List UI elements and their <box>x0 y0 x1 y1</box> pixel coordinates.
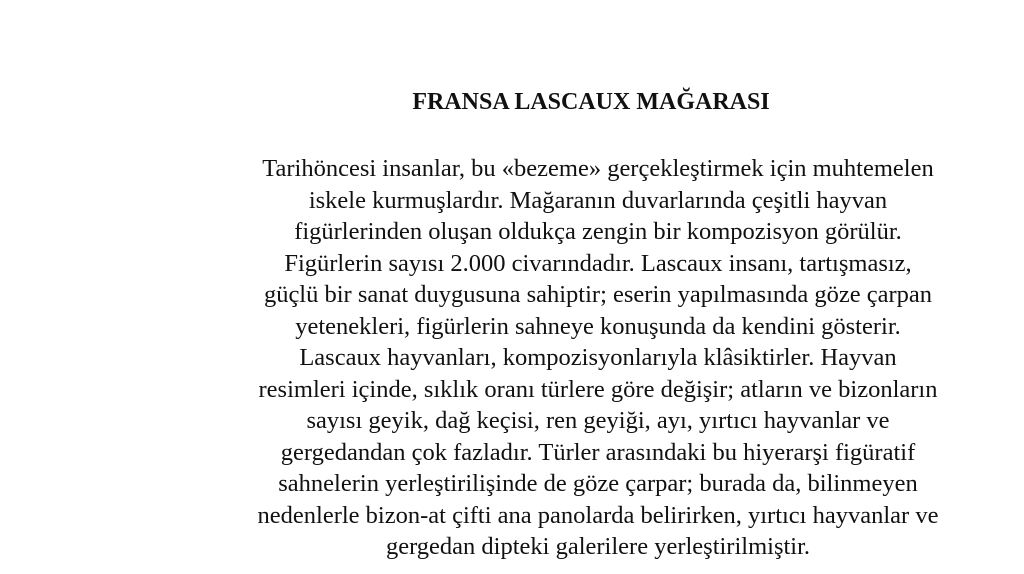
body-line: sayısı geyik, dağ keçisi, ren geyiği, ayı, yırtıcı hayvanlar ve <box>306 407 890 434</box>
body-line: yetenekleri, figürlerin sahneye konuşunda da kendini gösterir. <box>295 312 901 340</box>
slide-title: FRANSA LASCAUX MAĞARASI <box>412 89 770 115</box>
body-line: Lascaux hayvanları, kompozisyonlarıyla klâsiktirler. Hayvan <box>299 344 897 371</box>
body-line: gergedandan çok fazladır. Türler arasındaki bu hiyerarşi figüratif <box>280 438 916 466</box>
body-line: Figürlerin sayısı 2.000 civarındadır. Lascaux insanı, tartışmasız, <box>284 249 912 277</box>
body-line: nedenlerle bizon-at çifti ana panolarda belirirken, yırtıcı hayvanlar ve <box>257 501 939 529</box>
body-line: Tarihöncesi insanlar, bu «bezeme» gerçekleştirmek için muhtemelen <box>262 155 934 182</box>
body-line: figürlerinden oluşan oldukça zengin bir kompozisyon görülür. <box>294 218 902 245</box>
body-line: güçlü bir sanat duygusuna sahiptir; eserin yapılmasında göze çarpan <box>263 281 933 308</box>
title-container <box>180 86 1024 118</box>
body-line: sahnelerin yerleştirilişinde de göze çarpar; burada da, bilinmeyen <box>278 470 918 497</box>
body-line: gergedan dipteki galerilere yerleştirilmiştir. <box>385 533 811 560</box>
body-line: resimleri içinde, sıklık oranı türlere göre değişir; atların ve bizonların <box>258 375 938 403</box>
body-text <box>180 153 1016 563</box>
body-line: iskele kurmuşlardır. Mağaranın duvarlarında çeşitli hayvan <box>308 186 888 214</box>
